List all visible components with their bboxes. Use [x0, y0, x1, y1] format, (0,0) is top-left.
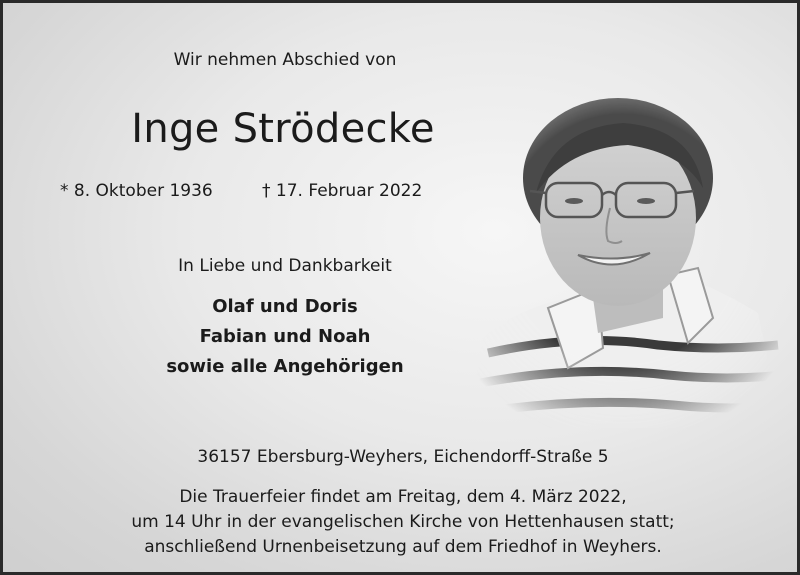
intro-text: Wir nehmen Abschied von [173, 50, 397, 70]
dedication-text: In Liebe und Dankbarkeit [178, 256, 392, 276]
family-line: sowie alle Angehörigen [166, 356, 404, 377]
service-info-line: anschließend Urnenbeisetzung auf dem Friedhof in Weyhers. [144, 537, 662, 557]
birth-date: * 8. Oktober 1936 [60, 181, 213, 201]
address-line: 36157 Ebersburg-Weyhers, Eichendorff-Straße 5 [197, 447, 609, 467]
deceased-name: Inge Strödecke [131, 106, 435, 152]
family-line: Fabian und Noah [199, 326, 371, 347]
service-info-line: um 14 Uhr in der evangelischen Kirche von Hettenhausen statt; [131, 512, 675, 532]
death-date: † 17. Februar 2022 [262, 181, 423, 201]
portrait-photo [458, 83, 788, 428]
family-line: Olaf und Doris [212, 296, 358, 317]
service-info-line: Die Trauerfeier findet am Freitag, dem 4. März 2022, [179, 487, 627, 507]
